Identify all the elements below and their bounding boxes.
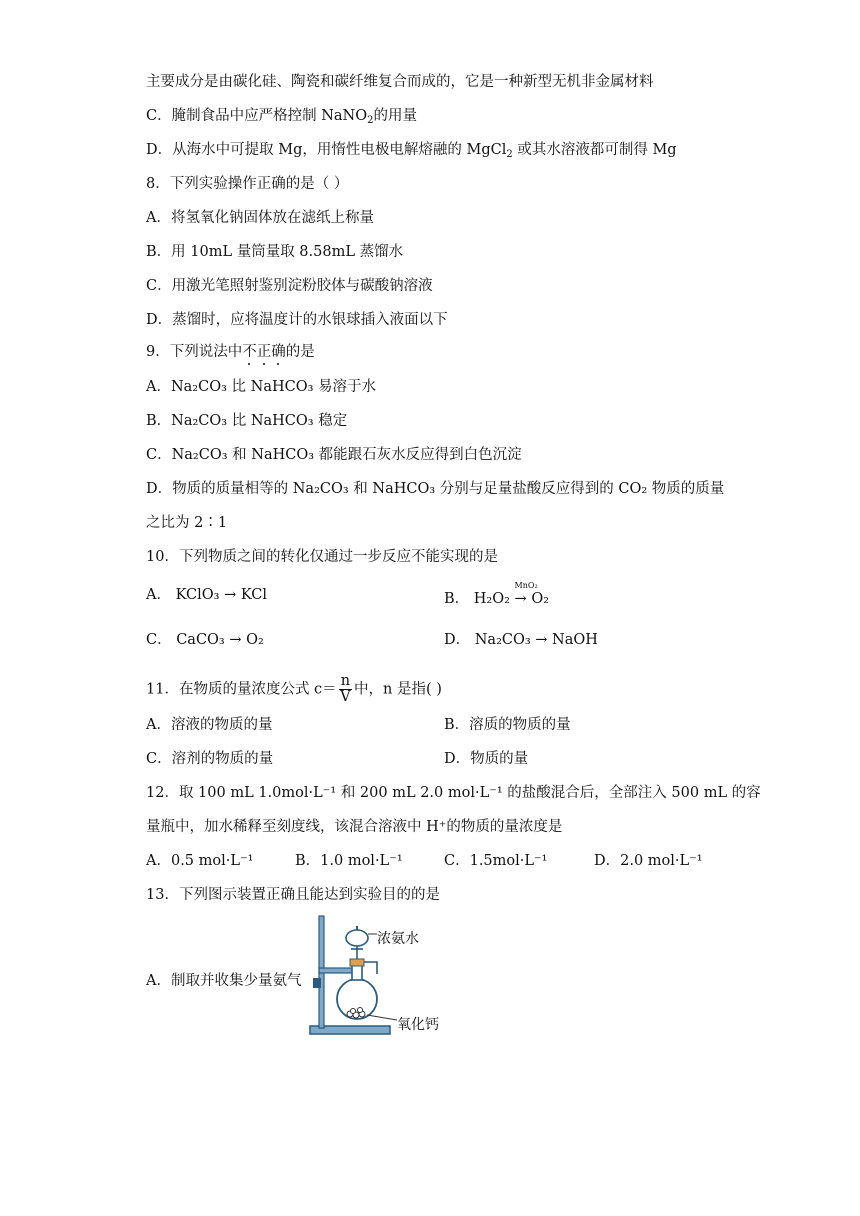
q8-stem: 8．下列实验操作正确的是（ ） [146, 176, 349, 192]
formula-fraction: $\frac{n}{V}$ [340, 673, 351, 705]
q10-option-a: A． KClO₃ → KCl [146, 587, 267, 603]
q13-stem: 13．下列图示装置正确且能达到实验目的的是 [146, 887, 440, 903]
q12-option-b: B．1.0 mol·L⁻¹ [295, 853, 403, 869]
label-calcium-oxide: 氧化钙 [397, 1017, 439, 1033]
ammonia-apparatus-figure [305, 912, 445, 1042]
q7-option-c: C．腌制食品中应严格控制 NaNO$_2$的用量 [146, 108, 417, 126]
q12-stem-cont: 量瓶中，加水稀释至刻度线，该混合溶液中 H⁺的物质的量浓度是 [146, 819, 563, 835]
q12-stem: 12．取 100 mL 1.0mol·L⁻¹ 和 200 mL 2.0 mol·L⁻¹ 的盐酸混合后，全部注入 500 mL 的容 [146, 785, 761, 801]
q8-option-c: C．用激光笔照射鉴别淀粉胶体与碳酸钠溶液 [146, 278, 433, 294]
q9-option-a: A．Na₂CO₃ 比 NaHCO₃ 易溶于水 [146, 379, 377, 395]
q11-option-b: B．溶质的物质的量 [444, 717, 571, 733]
q10-option-c: C． CaCO₃ → O₂ [146, 632, 264, 648]
q8-option-d: D．蒸馏时，应将温度计的水银球插入液面以下 [146, 312, 448, 328]
q9-option-b: B．Na₂CO₃ 比 NaHCO₃ 稳定 [146, 413, 348, 429]
q11-option-d: D．物质的量 [444, 751, 529, 767]
q11-option-a: A．溶液的物质的量 [146, 717, 273, 733]
q11-stem: 11．在物质的量浓度公式 c＝ $\frac{n}{V}$ 中，n 是指( ) [146, 673, 442, 705]
q7-option-d: D．从海水中可提取 Mg，用惰性电极电解熔融的 MgCl$_2$ 或其水溶液都可制得 Mg [146, 142, 677, 160]
q10-stem: 10．下列物质之间的转化仅通过一步反应不能实现的是 [146, 549, 498, 565]
q11-option-c: C．溶剂的物质的量 [146, 751, 274, 767]
q9-option-c: C．Na₂CO₃ 和 NaHCO₃ 都能跟石灰水反应得到白色沉淀 [146, 447, 522, 463]
q13-option-a: A．制取并收集少量氨气 [146, 973, 302, 989]
q10-option-d: D． Na₂CO₃ → NaOH [444, 632, 598, 648]
q9-stem: 9．下列说法中不正确的是 [146, 344, 315, 360]
q9-option-d-cont: 之比为 2∶1 [146, 515, 228, 531]
label-concentrated-ammonia: 浓氨水 [377, 931, 419, 947]
q12-option-c: C．1.5mol·L⁻¹ [444, 853, 548, 869]
q12-option-a: A．0.5 mol·L⁻¹ [146, 853, 254, 869]
q8-option-a: A．将氢氧化钠固体放在滤纸上称量 [146, 210, 374, 226]
q9-option-d: D．物质的质量相等的 Na₂CO₃ 和 NaHCO₃ 分别与足量盐酸反应得到的 CO₂ 物质的质量 [146, 481, 725, 497]
q8-option-b: B．用 10mL 量筒量取 8.58mL 蒸馏水 [146, 244, 404, 260]
q12-option-d: D．2.0 mol·L⁻¹ [594, 853, 703, 869]
q10-option-b: B． H₂O₂ MnO₂ → O₂ [444, 581, 550, 607]
line-material-text: 主要成分是由碳化硅、陶瓷和碳纤维复合而成的，它是一种新型无机非金属材料 [146, 74, 654, 90]
